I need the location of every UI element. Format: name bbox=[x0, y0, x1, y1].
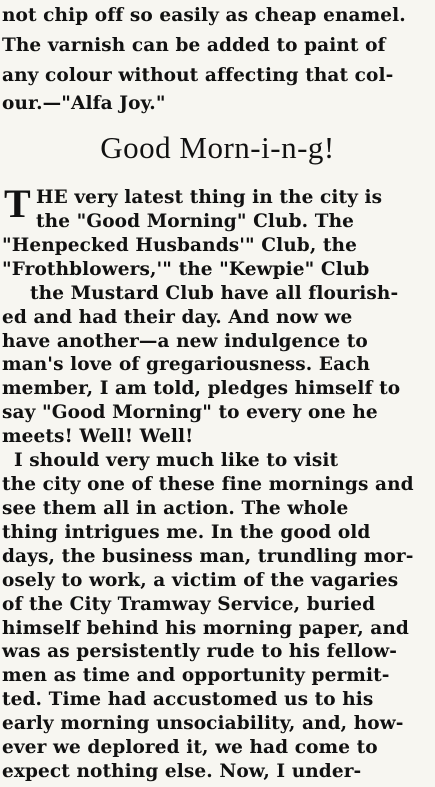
body-line: "Henpecked Husbands'" Club, the bbox=[2, 235, 357, 256]
body-line: the "Good Morning" Club. The bbox=[36, 211, 355, 232]
body-line: member, I am told, pledges himself to bbox=[2, 378, 401, 399]
body-line: I should very much like to visit bbox=[14, 450, 339, 471]
body-line: osely to work, a victim of the vagaries bbox=[2, 570, 399, 591]
body-line: meets! Well! Well! bbox=[2, 426, 194, 447]
body-line: ed and had their day. And now we bbox=[2, 307, 353, 328]
body-line: see them all in action. The whole bbox=[2, 498, 349, 519]
body-line: himself behind his morning paper, and bbox=[2, 618, 409, 639]
body-line: early morning unsociability, and, how- bbox=[2, 713, 404, 734]
body-line: HE very latest thing in the city is bbox=[36, 187, 383, 208]
body-line: "Frothblowers,'" the "Kewpie" Club bbox=[2, 259, 370, 280]
intro-line: The varnish can be added to paint of bbox=[2, 35, 386, 56]
body-line: ted. Time had accustomed us to his bbox=[2, 689, 374, 710]
body-line: men as time and opportunity permit- bbox=[2, 665, 390, 686]
drop-cap: T bbox=[4, 181, 31, 226]
body-line: of the City Tramway Service, buried bbox=[2, 594, 376, 615]
body-line: ever we deplored it, we had come to bbox=[2, 737, 378, 758]
body-line: days, the business man, trundling mor- bbox=[2, 546, 414, 567]
body-line: the Mustard Club have all flourish- bbox=[30, 283, 399, 304]
body-line: thing intrigues me. In the good old bbox=[2, 522, 371, 543]
body-line: man's love of gregariousness. Each bbox=[2, 354, 371, 375]
intro-line: our.—"Alfa Joy." bbox=[2, 93, 166, 114]
body-line: say "Good Morning" to every one he bbox=[2, 402, 378, 423]
body-line: was as persistently rude to his fellow- bbox=[2, 641, 398, 662]
body-line: the city one of these fine mornings and bbox=[2, 474, 414, 495]
body-line: expect nothing else. Now, I under- bbox=[2, 761, 362, 782]
intro-line: not chip off so easily as cheap enamel. bbox=[2, 5, 406, 26]
article-title: Good Morn-i-n-g! bbox=[100, 130, 335, 165]
body-line: have another—a new indulgence to bbox=[2, 331, 368, 352]
intro-line: any colour without affecting that col- bbox=[2, 65, 394, 86]
